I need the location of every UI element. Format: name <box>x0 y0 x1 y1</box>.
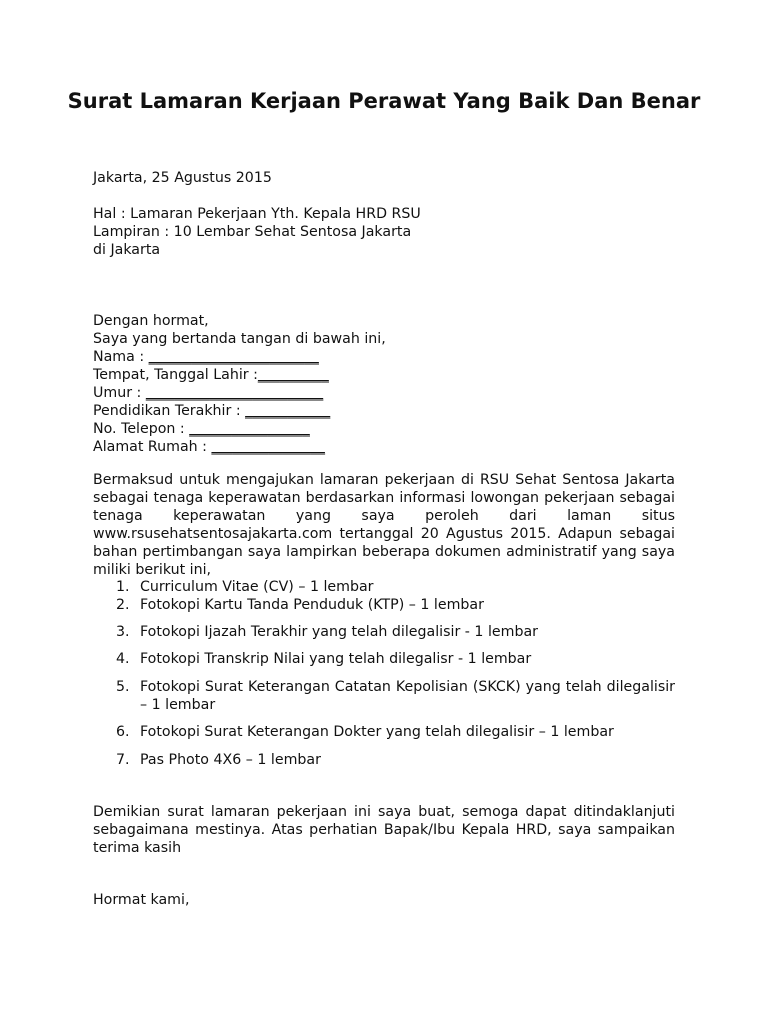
field-umur <box>93 384 323 402</box>
field-nama <box>93 348 319 366</box>
field-blank: ____________ <box>245 403 331 419</box>
list-item-number: 3. <box>116 624 130 640</box>
field-blank: ________________ <box>211 439 325 455</box>
document-title: Surat Lamaran Kerjaan Perawat Yang Baik Dan Benar <box>67 89 701 113</box>
list-item: Fotokopi Transkrip Nilai yang telah dilegalisr - 1 lembar <box>140 651 532 667</box>
field-blank: _________________ <box>189 421 310 437</box>
list-item-number: 4. <box>116 651 130 667</box>
field-label: Nama : <box>93 349 149 365</box>
intro-line: Saya yang bertanda tangan di bawah ini, <box>93 331 386 347</box>
field-blank: __________ <box>257 367 329 383</box>
field-label: No. Telepon : <box>93 421 190 437</box>
closing-paragraph: Demikian surat lamaran pekerjaan ini saya buat, semoga dapat ditindaklanjuti sebagaimana mestinya. Atas perhatian Bapak/Ibu Kepala HRD, saya sampaikan terima kasih <box>93 804 675 856</box>
list-item: Fotokopi Kartu Tanda Penduduk (KTP) – 1 lembar <box>140 597 484 613</box>
list-item-number: 7. <box>116 752 130 768</box>
list-item-number: 6. <box>116 724 130 740</box>
greeting: Dengan hormat, <box>93 313 209 329</box>
list-item: Fotokopi Surat Keterangan Dokter yang telah dilegalisir – 1 lembar <box>140 724 614 740</box>
list-item-number: 1. <box>116 579 130 595</box>
field-blank: ________________________ <box>148 349 319 365</box>
body-paragraph: Bermaksud untuk mengajukan lamaran pekerjaan di RSU Sehat Sentosa Jakarta sebagai tenaga keperawatan berdasarkan informasi lowongan pekerjaan sebagai tenaga keperawatan yang saya peroleh dari laman situs www.rsusehatsentosajakarta.com tertanggal 20 Agustus 2015. Adapun sebagai bahan pertimbangan saya lampirkan beberapa dokumen administratif yang saya miliki berikut ini, <box>93 472 675 578</box>
field-alamat <box>93 438 325 456</box>
list-item: Pas Photo 4X6 – 1 lembar <box>140 752 321 768</box>
subject-line: Hal : Lamaran Pekerjaan Yth. Kepala HRD RSU <box>93 206 421 222</box>
field-label: Alamat Rumah : <box>93 439 212 455</box>
list-item-number: 5. <box>116 679 130 695</box>
field-blank: _________________________ <box>145 385 324 401</box>
field-telepon <box>93 420 310 438</box>
field-label: Tempat, Tanggal Lahir : <box>93 367 258 383</box>
list-item: Fotokopi Ijazah Terakhir yang telah dilegalisir - 1 lembar <box>140 624 538 640</box>
field-label: Umur : <box>93 385 146 401</box>
sign-off: Hormat kami, <box>93 892 190 908</box>
field-ttl <box>93 366 329 384</box>
attachment-line: Lampiran : 10 Lembar Sehat Sentosa Jakarta <box>93 224 412 240</box>
date-line: Jakarta, 25 Agustus 2015 <box>93 170 272 186</box>
list-item-number: 2. <box>116 597 130 613</box>
field-pendidikan <box>93 402 330 420</box>
location-line: di Jakarta <box>93 242 161 258</box>
list-item: Fotokopi Surat Keterangan Catatan Kepolisian (SKCK) yang telah dilegalisir – 1 lembar <box>140 679 675 713</box>
field-label: Pendidikan Terakhir : <box>93 403 246 419</box>
list-item: Curriculum Vitae (CV) – 1 lembar <box>140 579 374 595</box>
